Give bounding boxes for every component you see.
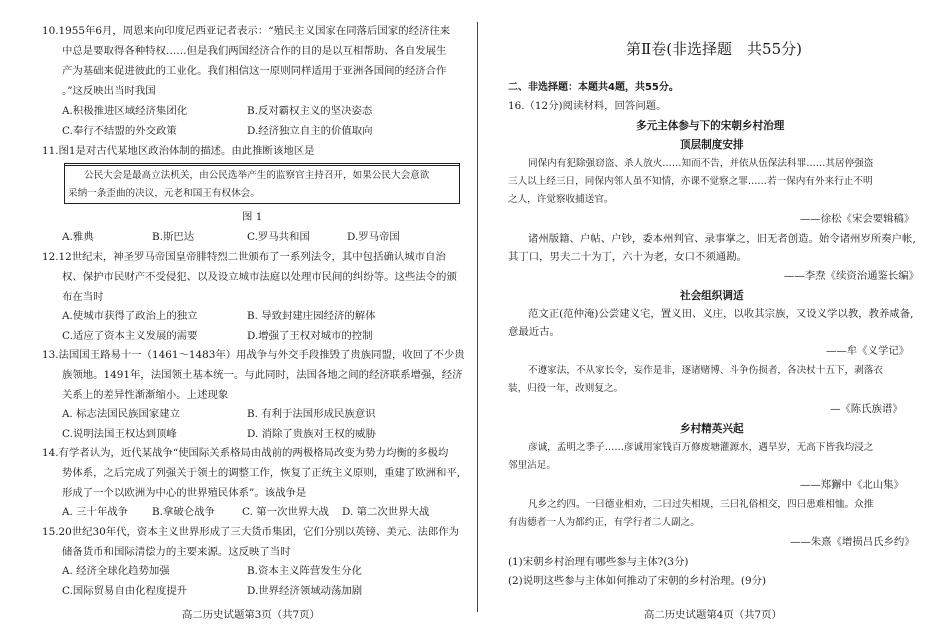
q13-line: 13.法国国王路易十一（1461～1483年）用战争与外交手段推毁了贵族同盟，收回了不少贵	[42, 349, 465, 361]
figure-box-right	[459, 163, 460, 203]
part2-quote1: 范文正(范仲淹)公尝建义宅，置义田、义庄，以收其宗族，又设义学以教，教养咸备,	[528, 308, 914, 320]
figure-box-bottom	[64, 203, 460, 204]
part1-quote1: 同保内有犯除强窃盗、杀人放火……知而不告，并依从伍保法科罪……其居停强盗	[528, 158, 874, 169]
part1-source1: ——徐松《宋会要辑稿》	[800, 213, 915, 225]
q10-option-a[interactable]: A.积极推进区域经济集团化	[62, 105, 188, 117]
q10-line: 中总是要取得各种特权……但是我们两国经济合作的目的是以互相帮助、各自发展生	[62, 45, 447, 57]
part3-quote1: 彦诚，孟明之季子……彦诚用家钱百万修废塘灌源水，遇旱岁，无高下皆我均浸之	[528, 442, 874, 453]
q14-option-b[interactable]: B.拿破仑战争	[152, 506, 215, 518]
q12-option-c[interactable]: C.适应了资本主义发展的需要	[62, 330, 198, 342]
q12-line: 权、保护市民财产不受侵犯、以及设立城市法庭以处理市民间的纠纷等。这些法令的颁	[62, 271, 457, 283]
q12-line: 12.12世纪末，神圣罗马帝国皇帝腓特烈二世颁布了一系列法令，其中包括确认城市自治	[42, 251, 446, 263]
q10-option-d[interactable]: D.经济独立自主的价值取向	[247, 125, 373, 137]
part2-source1: ——牟《义学记》	[826, 345, 910, 357]
q10-line: 产为基础来促进彼此的工业化。我们相信这一原则同样适用于亚洲各国间的经济合作	[62, 65, 447, 77]
q14-line: 势体系，之后完成了列强关于领土的调整工作，恢复了正统主义原则，重建了欧洲和平,	[62, 467, 461, 479]
part3-source1: ——郑獬中《北山集》	[800, 479, 904, 491]
q14-line: 形成了一个以欧洲为中心的世界殖民体系”。该战争是	[62, 487, 307, 499]
material-main-title: 多元主体参与下的宋朝乡村治理	[636, 120, 785, 132]
q12-line: 布在当时	[62, 291, 104, 303]
part2-source2: —《陈氏族谱》	[830, 403, 903, 415]
part3-source2: ——朱熹《增损吕氏乡约》	[790, 536, 915, 548]
part1-quote1: 三人以上经三日，同保内邻人虽不知情，亦课不觉察之罪……若一保内有外来行止不明	[508, 176, 873, 187]
q13-option-b[interactable]: B. 有利于法国形成民族意识	[247, 408, 376, 420]
q14-line: 14.有学者认为，近代某战争“使国际关系格局由战前的两极格局改变为势力均衡的多极均	[42, 447, 449, 459]
q15-option-b[interactable]: B.资本主义阵营发生分化	[247, 565, 362, 577]
q11-option-a[interactable]: A.雅典	[62, 231, 94, 243]
figure-caption: 图 1	[242, 211, 263, 223]
q16-subquestion-1: (1)宋朝乡村治理有哪些参与主体?(3分)	[508, 556, 689, 568]
q12-option-a[interactable]: A.使城市获得了政治上的独立	[62, 310, 198, 322]
q14-option-c[interactable]: C. 第一次世界大战	[242, 506, 329, 518]
q16-subquestion-2: (2)说明这些参与主体如何推动了宋朝的乡村治理。(9分)	[508, 575, 767, 587]
q15-option-d[interactable]: D.世界经济领域动荡加剧	[247, 585, 363, 597]
part3-quote2: 凡乡之约四。一曰德业相劝，二曰过失相规，三曰礼俗相交，四曰患难相恤。众推	[528, 499, 874, 510]
part1-source2: ——李焘《续资治通鉴长编》	[784, 270, 920, 282]
figure-box-top-inner	[64, 165, 460, 166]
q14-option-d[interactable]: D. 第二次世界大战	[342, 506, 430, 518]
section-instruction: 二、非选择题：本题共4题，共55分。	[508, 82, 679, 93]
q13-line: 族领地。1491年，法国领土基本统一。与此同时，法国各地之间的经济联系增强，经济	[62, 369, 463, 381]
q13-line: 关系上的差异性渐渐缩小。上述现象	[62, 389, 229, 401]
page-footer-left: 高二历史试题第3页（共7页）	[182, 609, 320, 621]
q13-option-c[interactable]: C.说明法国王权达到顶峰	[62, 428, 177, 440]
page-footer-right: 高二历史试题第4页（共7页）	[644, 609, 782, 621]
part3-heading: 乡村精英兴起	[680, 423, 744, 435]
part3-quote1: 邻里沾足。	[508, 460, 556, 471]
q11-option-d[interactable]: D.罗马帝国	[347, 231, 400, 243]
q15-line: 储备货币和国际清偿力的主要来源。这反映了当时	[62, 546, 291, 558]
part1-heading: 顶层制度安排	[680, 139, 744, 151]
q16-stem: 16.（12分)阅读材料，回答问题。	[508, 100, 667, 112]
page-divider	[477, 22, 478, 612]
part2-quote2: 装，归役一年，改则复之。	[508, 383, 624, 394]
figure-box-top	[64, 163, 460, 164]
q10-line: 。”这反映出当时我国	[62, 85, 156, 97]
q15-option-c[interactable]: C.国际贸易自由化程度提升	[62, 585, 188, 597]
q15-line: 15.20世纪30年代，资本主义世界形成了三大货币集团，它们分别以英镑、美元、法郎作为	[42, 526, 460, 538]
section-title: 第Ⅱ卷(非选择题 共55分)	[626, 40, 802, 58]
part2-heading: 社会组织调适	[680, 290, 744, 302]
q12-option-d[interactable]: D.增强了王权对城市的控制	[247, 330, 373, 342]
figure-text: 采纳一条歪曲的决议，元老和国王有权休会。	[68, 188, 260, 199]
part2-quote2: 不遵家法，不从家长令，妄作是非，逐诸赌博、斗争伤损者，各决杖十五下，剥落衣	[528, 365, 883, 376]
q11-stem: 11.图1是对古代某地区政治体制的描述。由此推断该地区是	[42, 145, 315, 157]
q10-line: 10.1955年6月，周恩来向印度尼西亚记者表示：“殖民主义国家在同落后国家的经济往来	[42, 25, 451, 37]
part3-quote2: 有齿德者一人为都约正，有学行者二人副之。	[508, 517, 700, 528]
q11-option-c[interactable]: C.罗马共和国	[247, 231, 310, 243]
q13-option-d[interactable]: D. 消除了贵族对王权的威胁	[247, 428, 376, 440]
figure-text: 公民大会是最高立法机关，由公民选举产生的监察官主持召开，如果公民大会意欲	[84, 170, 430, 181]
part1-quote1: 之人，许觉察收捕送官。	[508, 194, 614, 205]
part1-quote2: 其丁口，男夫二十为丁，六十为老，女口不须通勘。	[508, 251, 747, 263]
q11-option-b[interactable]: B.斯巴达	[152, 231, 195, 243]
q13-option-a[interactable]: A. 标志法国民族国家建立	[62, 408, 181, 420]
part1-quote2: 诸州版籍、户帖、户钞，委本州判官、录事掌之，旧无者创造。始令诸州岁所奏户帐,	[528, 233, 916, 245]
q10-option-c[interactable]: C.奉行不结盟的外交政策	[62, 125, 177, 137]
q12-option-b[interactable]: B. 导致封建庄园经济的解体	[247, 310, 376, 322]
part2-quote1: 意最近古。	[508, 326, 560, 338]
q15-option-a[interactable]: A. 经济全球化趋势加强	[62, 565, 170, 577]
figure-box-left	[64, 163, 65, 203]
q14-option-a[interactable]: A. 三十年战争	[62, 506, 129, 518]
q10-option-b[interactable]: B.反对霸权主义的坚决姿态	[247, 105, 373, 117]
